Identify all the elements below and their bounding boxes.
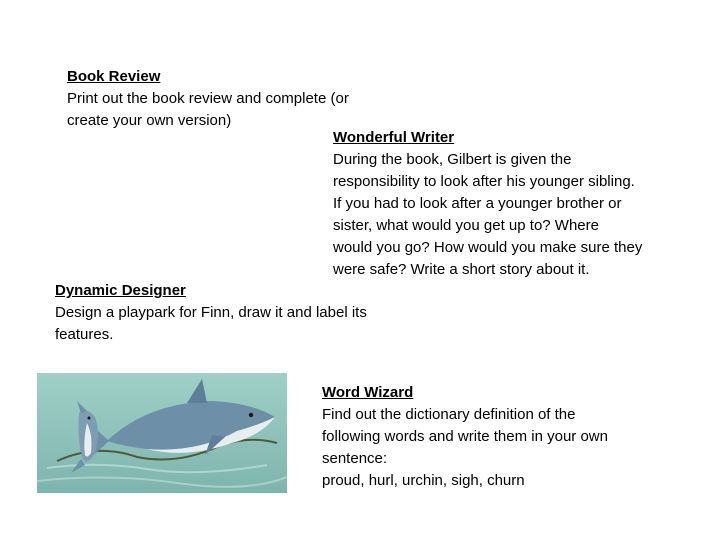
shark-illustration-icon (37, 373, 287, 493)
wonderful-writer-text: During the book, Gilbert is given the responsibility to look after his younger sibling. If you had to look after a younger brother or sister, what would you get up to? Where would you go? How would you make sure they were safe? Write a short story about it. (333, 151, 643, 278)
shark-illustration-svg (37, 373, 287, 493)
word-wizard-heading: Word Wizard (322, 384, 414, 401)
book-review-task (67, 66, 397, 132)
word-wizard-task (322, 382, 662, 492)
dynamic-designer-task (55, 280, 415, 346)
dynamic-designer-text: Design a playpark for Finn, draw it and label its features. (55, 304, 367, 343)
wonderful-writer-heading: Wonderful Writer (333, 129, 455, 146)
wonderful-writer-task (333, 127, 693, 281)
dynamic-designer-heading: Dynamic Designer (55, 282, 186, 299)
book-review-text: Print out the book review and complete (or create your own version) (67, 90, 349, 129)
book-review-heading: Book Review (67, 68, 161, 85)
word-wizard-text: Find out the dictionary definition of the following words and write them in your own sentence: proud, hurl, urchin, sigh, churn (322, 406, 608, 489)
